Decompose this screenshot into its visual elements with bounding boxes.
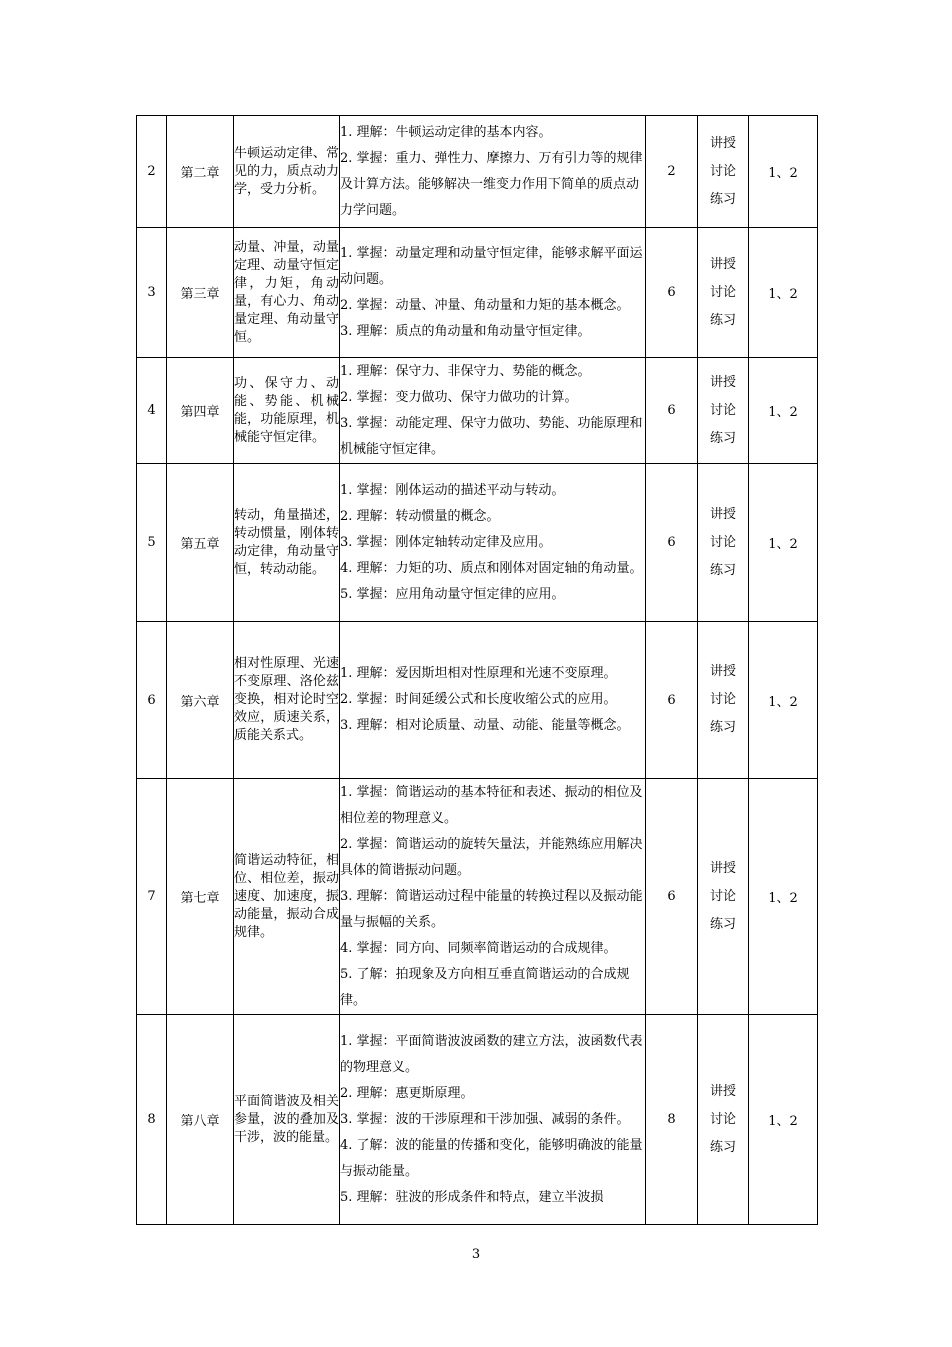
- hours-cell: 8: [646, 1015, 698, 1225]
- teaching-method-cell: [698, 1015, 749, 1225]
- teaching-method: 讨论: [709, 402, 736, 418]
- chapter-cell: 第三章: [167, 228, 234, 358]
- chapter-cell: 第六章: [167, 622, 234, 779]
- row-number: 2: [137, 116, 167, 228]
- requirement-item: 4. 掌握：同方向、同频率简谐运动的合成规律。: [340, 940, 617, 956]
- hours-cell: 2: [646, 116, 698, 228]
- teaching-method: 练习: [709, 191, 736, 207]
- requirement-item: 2. 理解：惠更斯原理。: [340, 1085, 474, 1101]
- requirement-item: 2. 理解：转动惯量的概念。: [340, 508, 500, 524]
- topic-cell: 转动，角量描述，转动惯量，刚体转动定律，角动量守恒，转动动能。: [234, 464, 340, 622]
- requirement-item: 1. 掌握：刚体运动的描述平动与转动。: [340, 482, 565, 498]
- topic-cell: 功、保守力、动能、势能、机械能，功能原理，机械能守恒定律。: [234, 358, 340, 464]
- teaching-method: 讨论: [709, 534, 736, 550]
- teaching-method-cell: [698, 464, 749, 622]
- teaching-method: 练习: [709, 562, 736, 578]
- table-row: [137, 116, 818, 228]
- teaching-method: 讨论: [709, 888, 736, 904]
- requirement-item: 1. 掌握：动量定理和动量守恒定律，能够求解平面运动问题。: [340, 245, 643, 287]
- teaching-method: 讨论: [709, 163, 736, 179]
- teaching-method: 讲授: [709, 506, 736, 522]
- chapter-cell: 第五章: [167, 464, 234, 622]
- requirement-item: 1. 理解：牛顿运动定律的基本内容。: [340, 124, 552, 140]
- requirement-item: 5. 了解：拍现象及方向相互垂直简谐运动的合成规律。: [340, 966, 630, 1008]
- topic-cell: 相对性原理、光速不变原理、洛伦兹变换，相对论时空效应，质速关系，质能关系式。: [234, 622, 340, 779]
- requirement-item: 1. 掌握：简谐运动的基本特征和表述、振动的相位及相位差的物理意义。: [340, 784, 643, 826]
- table-row: [137, 779, 818, 1015]
- chapter-cell: 第八章: [167, 1015, 234, 1225]
- topic-cell: 平面简谐波及相关参量，波的叠加及干涉，波的能量。: [234, 1015, 340, 1225]
- requirement-item: 2. 掌握：简谐运动的旋转矢量法，并能熟练应用解决具体的简谐振动问题。: [340, 836, 643, 878]
- requirements-cell: [340, 358, 646, 464]
- requirement-item: 5. 理解：驻波的形成条件和特点，建立半波损: [340, 1189, 604, 1205]
- teaching-method: 讲授: [709, 374, 736, 390]
- teaching-method: 练习: [709, 430, 736, 446]
- hours-cell: 6: [646, 228, 698, 358]
- requirements-cell: [340, 1015, 646, 1225]
- teaching-method: 讨论: [709, 692, 736, 707]
- hours-cell: 6: [646, 464, 698, 622]
- reference-cell: 1、2: [749, 116, 818, 228]
- requirement-item: 3. 理解：简谐运动过程中能量的转换过程以及振动能量与振幅的关系。: [340, 888, 643, 930]
- requirements-cell: [340, 622, 646, 779]
- teaching-method-cell: [698, 622, 749, 779]
- requirement-item: 1. 理解：爱因斯坦相对性原理和光速不变原理。: [340, 666, 617, 681]
- requirement-item: 2. 掌握：动量、冲量、角动量和力矩的基本概念。: [340, 297, 630, 313]
- table-row: [137, 358, 818, 464]
- requirement-item: 3. 理解：相对论质量、动量、动能、能量等概念。: [340, 718, 630, 733]
- teaching-method-cell: [698, 228, 749, 358]
- topic-cell: 简谐运动特征，相位、相位差，振动速度、加速度，振动能量，振动合成规律。: [234, 779, 340, 1015]
- requirements-cell: [340, 116, 646, 228]
- reference-cell: 1、2: [749, 358, 818, 464]
- requirements-cell: [340, 464, 646, 622]
- teaching-method: 讲授: [709, 860, 736, 876]
- row-number: 8: [137, 1015, 167, 1225]
- requirement-item: 4. 理解：力矩的功、质点和刚体对固定轴的角动量。: [340, 560, 643, 576]
- teaching-method: 讲授: [709, 1083, 736, 1099]
- teaching-method: 练习: [709, 1139, 736, 1155]
- requirement-item: 1. 掌握：平面简谐波波函数的建立方法，波函数代表的物理意义。: [340, 1033, 643, 1075]
- teaching-method: 练习: [709, 720, 736, 735]
- table-row: [137, 464, 818, 622]
- teaching-method: 练习: [709, 312, 736, 328]
- hours-cell: 6: [646, 622, 698, 779]
- requirement-item: 3. 掌握：刚体定轴转动定律及应用。: [340, 534, 552, 550]
- topic-cell: 牛顿运动定律、常见的力，质点动力学，受力分析。: [234, 116, 340, 228]
- teaching-method: 讨论: [709, 284, 736, 300]
- syllabus-table: [136, 115, 818, 1225]
- hours-cell: 6: [646, 779, 698, 1015]
- reference-cell: 1、2: [749, 622, 818, 779]
- table-row: [137, 622, 818, 779]
- row-number: 6: [137, 622, 167, 779]
- row-number: 4: [137, 358, 167, 464]
- requirement-item: 3. 理解：质点的角动量和角动量守恒定律。: [340, 323, 591, 339]
- requirement-item: 4. 了解：波的能量的传播和变化，能够明确波的能量与振动能量。: [340, 1137, 643, 1179]
- requirements-cell: [340, 779, 646, 1015]
- teaching-method: 讲授: [709, 135, 736, 151]
- reference-cell: 1、2: [749, 1015, 818, 1225]
- row-number: 7: [137, 779, 167, 1015]
- requirement-item: 5. 掌握：应用角动量守恒定律的应用。: [340, 586, 565, 602]
- table-row: [137, 1015, 818, 1225]
- teaching-method: 练习: [709, 916, 736, 932]
- reference-cell: 1、2: [749, 779, 818, 1015]
- requirements-cell: [340, 228, 646, 358]
- teaching-method-cell: [698, 116, 749, 228]
- requirement-item: 2. 掌握：变力做功、保守力做功的计算。: [340, 389, 578, 405]
- requirement-item: 2. 掌握：重力、弹性力、摩擦力、万有引力等的规律及计算方法。能够解决一维变力作用下简单的质点动力学问题。: [340, 150, 643, 218]
- teaching-method-cell: [698, 358, 749, 464]
- requirement-item: 3. 掌握：动能定理、保守力做功、势能、功能原理和机械能守恒定律。: [340, 415, 643, 457]
- row-number: 3: [137, 228, 167, 358]
- teaching-method: 讨论: [709, 1111, 736, 1127]
- page-number: 3: [471, 1247, 481, 1262]
- reference-cell: 1、2: [749, 228, 818, 358]
- chapter-cell: 第二章: [167, 116, 234, 228]
- reference-cell: 1、2: [749, 464, 818, 622]
- chapter-cell: 第七章: [167, 779, 234, 1015]
- requirement-item: 3. 掌握：波的干涉原理和干涉加强、减弱的条件。: [340, 1111, 630, 1127]
- teaching-method-cell: [698, 779, 749, 1015]
- hours-cell: 6: [646, 358, 698, 464]
- teaching-method: 讲授: [709, 664, 736, 679]
- requirement-item: 2. 掌握：时间延缓公式和长度收缩公式的应用。: [340, 692, 617, 707]
- requirement-item: 1. 理解：保守力、非保守力、势能的概念。: [340, 363, 591, 379]
- chapter-cell: 第四章: [167, 358, 234, 464]
- teaching-method: 讲授: [709, 256, 736, 272]
- row-number: 5: [137, 464, 167, 622]
- topic-cell: 动量、冲量，动量定理、动量守恒定律，力矩，角动量，有心力、角动量定理、角动量守恒。: [234, 228, 340, 358]
- table-row: [137, 228, 818, 358]
